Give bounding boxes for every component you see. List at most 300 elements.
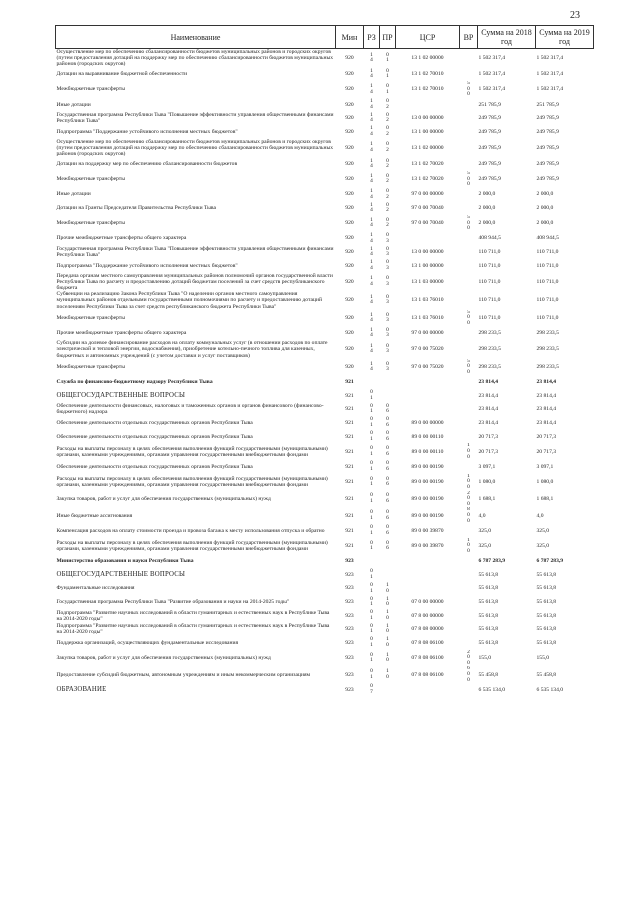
row-csr bbox=[396, 683, 460, 697]
table-row bbox=[56, 416, 594, 430]
row-rz bbox=[364, 595, 380, 609]
row-sum-2018: 110 711,0 bbox=[478, 297, 501, 304]
row-min: 923 bbox=[345, 599, 354, 606]
stacked-code: 0 3 bbox=[386, 326, 389, 339]
row-sum-2018: 55 613,8 bbox=[478, 612, 499, 619]
budget-table bbox=[55, 25, 594, 697]
stacked-code: 1 0 bbox=[386, 622, 389, 635]
row-rz bbox=[364, 609, 380, 623]
row-vr bbox=[460, 215, 478, 232]
row-sum-2018: 3 097,1 bbox=[478, 463, 496, 470]
row-min: 920 bbox=[345, 262, 354, 269]
row-name: Министерство образования и науки Республики Тыва bbox=[56, 558, 194, 565]
row-sum-2019: 110 711,0 bbox=[536, 249, 559, 255]
row-min: 921 bbox=[345, 419, 354, 426]
row-sum-2019: 325,0 bbox=[536, 543, 550, 550]
stacked-code: 1 0 bbox=[386, 668, 389, 680]
stacked-code: 0 6 bbox=[386, 402, 389, 415]
table-row bbox=[56, 507, 594, 524]
row-pr bbox=[380, 310, 396, 327]
row-pr bbox=[380, 623, 396, 637]
row-rz bbox=[364, 125, 380, 139]
row-sum-2019: 298 233,5 bbox=[536, 330, 559, 337]
stacked-code: 0 6 bbox=[386, 430, 389, 442]
row-vr bbox=[460, 636, 478, 650]
stacked-code: 0 1 bbox=[370, 460, 373, 473]
row-min: 920 bbox=[345, 297, 354, 304]
stacked-code: 0 6 bbox=[386, 492, 389, 504]
stacked-code: 1 4 bbox=[370, 98, 373, 110]
row-csr: 13 1 02 70020 bbox=[411, 161, 444, 168]
row-sum-2018: 55 613,8 bbox=[478, 599, 499, 606]
header-sum-2018: Сумма на 2018 год bbox=[478, 26, 536, 49]
row-sum-2018: 55 613,8 bbox=[478, 639, 499, 646]
stacked-code: 0 1 bbox=[386, 83, 389, 95]
stacked-code: 0 2 bbox=[386, 98, 389, 110]
row-sum-2019: 2 000,0 bbox=[536, 220, 554, 227]
table-row bbox=[56, 327, 594, 341]
stacked-code: 0 1 bbox=[370, 524, 373, 536]
row-csr: 13 1 02 70010 bbox=[411, 71, 444, 78]
row-pr bbox=[380, 430, 396, 444]
row-min: 923 bbox=[345, 686, 354, 693]
row-sum-2019: 55 613,8 bbox=[536, 612, 557, 619]
table-row bbox=[56, 538, 594, 555]
row-csr: 89 0 00 00190 bbox=[411, 495, 444, 502]
row-pr bbox=[380, 683, 396, 697]
row-sum-2019: 1 502 317,4 bbox=[536, 86, 564, 93]
row-pr bbox=[380, 389, 396, 403]
row-rz bbox=[364, 139, 380, 158]
page-number: 23 bbox=[570, 10, 580, 21]
row-vr bbox=[460, 327, 478, 341]
row-vr bbox=[460, 259, 478, 273]
row-csr: 97 0 00 00000 bbox=[411, 191, 444, 198]
row-rz bbox=[364, 389, 380, 403]
row-min: 920 bbox=[345, 235, 354, 242]
row-name: Межбюджетные трансферты bbox=[56, 363, 125, 370]
row-min: 920 bbox=[345, 128, 354, 135]
row-pr bbox=[380, 201, 396, 215]
row-vr bbox=[460, 623, 478, 637]
row-pr bbox=[380, 375, 396, 389]
row-name: Предоставление субсидий бюджетным, автономным учреждениям и иным некоммерческим организациям bbox=[56, 671, 311, 678]
row-pr bbox=[380, 188, 396, 202]
row-vr bbox=[460, 538, 478, 555]
table-row bbox=[56, 430, 594, 444]
stacked-code: 0 1 bbox=[386, 67, 389, 80]
stacked-code: 1 0 0 bbox=[467, 443, 470, 460]
row-name: Иные бюджетные ассигнования bbox=[56, 512, 133, 519]
row-rz bbox=[364, 201, 380, 215]
table-row bbox=[56, 524, 594, 538]
row-sum-2019: 6 535 134,0 bbox=[536, 686, 564, 693]
row-csr: 89 0 00 00190 bbox=[411, 479, 444, 486]
stacked-code: 0 3 bbox=[386, 293, 389, 306]
table-row bbox=[56, 259, 594, 273]
row-csr: 13 1 02 70020 bbox=[411, 176, 444, 183]
stacked-code: 1 0 0 bbox=[467, 473, 470, 491]
row-pr bbox=[380, 259, 396, 273]
row-pr bbox=[380, 245, 396, 259]
header-min: Мин bbox=[336, 26, 364, 49]
row-rz bbox=[364, 232, 380, 246]
table-row bbox=[56, 666, 594, 683]
row-pr bbox=[380, 340, 396, 359]
row-pr bbox=[380, 171, 396, 188]
stacked-code: 1 4 bbox=[370, 259, 373, 271]
stacked-code: 0 1 bbox=[370, 622, 373, 635]
row-min: 923 bbox=[345, 626, 354, 633]
row-csr: 13 1 02 00000 bbox=[411, 55, 444, 62]
row-vr bbox=[460, 232, 478, 246]
table-row bbox=[56, 340, 594, 359]
table-row bbox=[56, 157, 594, 171]
row-min: 920 bbox=[345, 249, 354, 255]
stacked-code: 0 1 bbox=[370, 389, 373, 401]
row-csr: 89 0 00 00190 bbox=[411, 463, 444, 470]
row-rz bbox=[364, 273, 380, 292]
stacked-code: 0 2 bbox=[386, 111, 389, 124]
row-sum-2018: 110 711,0 bbox=[478, 278, 501, 285]
stacked-code: 5 0 0 bbox=[467, 170, 470, 188]
row-sum-2019: 23 814,4 bbox=[536, 406, 557, 413]
stacked-code: 0 1 bbox=[370, 402, 373, 415]
header-pr: ПР bbox=[380, 26, 396, 49]
table-header-row bbox=[56, 26, 594, 49]
row-min: 921 bbox=[345, 479, 354, 486]
stacked-code: 1 4 bbox=[370, 201, 373, 214]
row-vr bbox=[460, 430, 478, 444]
row-name: ОБЩЕГОСУДАРСТВЕННЫЕ ВОПРОСЫ bbox=[56, 570, 186, 578]
header-csr: ЦСР bbox=[396, 26, 460, 49]
row-csr bbox=[396, 389, 460, 403]
row-csr: 13 1 00 00000 bbox=[411, 128, 444, 135]
table-row bbox=[56, 623, 594, 637]
row-rz bbox=[364, 327, 380, 341]
row-pr bbox=[380, 609, 396, 623]
row-name: Фундаментальные исследования bbox=[56, 585, 135, 592]
header-vr: ВР bbox=[460, 26, 478, 49]
row-sum-2018: 2 000,0 bbox=[478, 205, 496, 212]
row-sum-2018: 55 613,8 bbox=[478, 626, 499, 633]
row-sum-2019: 110 711,0 bbox=[536, 278, 559, 285]
row-pr bbox=[380, 291, 396, 310]
stacked-code: 1 0 bbox=[386, 609, 389, 621]
row-vr bbox=[460, 650, 478, 667]
row-pr bbox=[380, 112, 396, 126]
row-csr: 89 0 00 00000 bbox=[411, 419, 444, 426]
row-pr bbox=[380, 582, 396, 596]
row-min: 921 bbox=[345, 448, 354, 455]
row-name: Служба по финансово-бюджетному надзору Республики Тыва bbox=[56, 379, 213, 386]
table-row bbox=[56, 555, 594, 569]
stacked-code: 0 3 bbox=[386, 275, 389, 287]
row-vr bbox=[460, 582, 478, 596]
row-name: ОБЩЕГОСУДАРСТВЕННЫЕ ВОПРОСЫ bbox=[56, 391, 186, 399]
row-pr bbox=[380, 666, 396, 683]
row-csr bbox=[396, 568, 460, 582]
table-row bbox=[56, 683, 594, 697]
stacked-code: 1 0 bbox=[386, 581, 389, 594]
row-min: 923 bbox=[345, 671, 354, 678]
row-sum-2018: 1 502 317,4 bbox=[478, 55, 506, 62]
row-sum-2018: 1 688,1 bbox=[478, 495, 496, 502]
table-row bbox=[56, 582, 594, 596]
row-csr bbox=[396, 582, 460, 596]
row-min: 921 bbox=[345, 379, 354, 386]
row-sum-2019: 249 785,9 bbox=[536, 115, 559, 122]
row-vr bbox=[460, 443, 478, 460]
row-pr bbox=[380, 232, 396, 246]
row-vr bbox=[460, 474, 478, 491]
row-pr bbox=[380, 555, 396, 569]
stacked-code: 0 1 bbox=[370, 651, 373, 664]
row-vr bbox=[460, 507, 478, 524]
row-sum-2019: 55 613,8 bbox=[536, 571, 557, 578]
row-vr bbox=[460, 595, 478, 609]
row-sum-2019: 249 785,9 bbox=[536, 161, 559, 168]
row-name: Субсидии на долевое финансирование расходов на оплату коммунальных услуг (в отношении расходов по оплате электрической и тепловой энергии, водоснабжения), приобретение котельно-печного топлива для казенных, бюджетных и автономных учреждений (с учетом доставки и услуг поставщиков) bbox=[56, 340, 328, 359]
row-vr bbox=[460, 568, 478, 582]
row-sum-2019: 3 097,1 bbox=[536, 463, 554, 470]
row-name: Государственная программа Республики Тыва "Повышение эффективности управления общественными финансами Республики Тыва" bbox=[56, 245, 334, 259]
table-row bbox=[56, 389, 594, 403]
row-min: 920 bbox=[345, 161, 354, 168]
row-csr bbox=[396, 232, 460, 246]
row-sum-2019: 20 717,3 bbox=[536, 433, 557, 440]
table-row bbox=[56, 81, 594, 98]
row-vr bbox=[460, 666, 478, 683]
row-rz bbox=[364, 491, 380, 508]
row-sum-2019: 110 711,0 bbox=[536, 297, 559, 304]
row-name: Подпрограмма "Развитие научных исследований в области гуманитарных и естественных наук в Республике Тыва на 2014-2020 годы" bbox=[56, 623, 330, 636]
stacked-code: 1 0 bbox=[386, 651, 389, 664]
stacked-code: 1 0 bbox=[386, 636, 389, 648]
row-sum-2018: 298 233,5 bbox=[478, 346, 501, 353]
stacked-code: 0 2 bbox=[386, 201, 389, 214]
row-sum-2019: 55 613,8 bbox=[536, 585, 557, 592]
table-row bbox=[56, 201, 594, 215]
row-name: Расходы на выплаты персоналу в целях обеспечения выполнения функций государственными (муниципальными) органами, казенными учреждениями, органами управления государственными внебюджетными фондами bbox=[56, 539, 328, 553]
row-rz bbox=[364, 81, 380, 98]
row-rz bbox=[364, 245, 380, 259]
stacked-code: 0 2 bbox=[386, 157, 389, 170]
row-csr: 13 1 00 00000 bbox=[411, 262, 444, 269]
stacked-code: 5 0 0 bbox=[467, 309, 470, 326]
table-row bbox=[56, 474, 594, 491]
stacked-code: 1 4 bbox=[370, 111, 373, 124]
row-sum-2018: 1 502 317,4 bbox=[478, 71, 506, 78]
row-min: 921 bbox=[345, 527, 354, 534]
row-sum-2019: 23 814,4 bbox=[536, 379, 557, 386]
row-rz bbox=[364, 636, 380, 650]
row-rz bbox=[364, 215, 380, 232]
row-sum-2018: 110 711,0 bbox=[478, 262, 501, 269]
stacked-code: 1 4 bbox=[370, 67, 373, 80]
stacked-code: 1 0 bbox=[386, 595, 389, 608]
row-vr bbox=[460, 81, 478, 98]
stacked-code: 6 0 0 bbox=[467, 666, 470, 683]
row-rz bbox=[364, 359, 380, 376]
row-name: Расходы на выплаты персоналу в целях обеспечения выполнения функций государственными (муниципальными) органами, казенными учреждениями, органами управления государственными внебюджетными фондами bbox=[56, 476, 328, 489]
stacked-code: 0 3 bbox=[386, 342, 389, 355]
row-sum-2019: 55 613,8 bbox=[536, 639, 557, 646]
row-rz bbox=[364, 49, 380, 68]
stacked-code: 1 4 bbox=[370, 293, 373, 306]
row-name: Расходы на выплаты персоналу в целях обеспечения выполнения функций государственными (муниципальными) органами, казенными учреждениями, органами управления государственными внебюджетными фондами bbox=[56, 445, 328, 458]
stacked-code: 0 1 bbox=[370, 430, 373, 442]
row-vr bbox=[460, 375, 478, 389]
row-csr: 13 1 03 00000 bbox=[411, 278, 444, 285]
row-vr bbox=[460, 68, 478, 82]
row-rz bbox=[364, 666, 380, 683]
row-name: Обеспечение деятельности финансовых, налоговых и таможенных органов и органов финансового (финансово-бюджетного) надзора bbox=[56, 403, 324, 416]
row-pr bbox=[380, 636, 396, 650]
table-row bbox=[56, 310, 594, 327]
row-pr bbox=[380, 125, 396, 139]
stacked-code: 2 0 0 bbox=[467, 490, 470, 507]
row-sum-2018: 23 814,4 bbox=[478, 392, 499, 399]
stacked-code: 1 4 bbox=[370, 157, 373, 170]
row-pr bbox=[380, 327, 396, 341]
row-sum-2019: 2 000,0 bbox=[536, 191, 554, 198]
stacked-code: 5 0 0 bbox=[467, 81, 470, 98]
stacked-code: 1 0 0 bbox=[467, 537, 470, 554]
stacked-code: 0 1 bbox=[370, 609, 373, 621]
row-sum-2018: 2 000,0 bbox=[478, 220, 496, 227]
row-rz bbox=[364, 430, 380, 444]
row-rz bbox=[364, 157, 380, 171]
row-sum-2018: 1 080,0 bbox=[478, 479, 496, 486]
table-row bbox=[56, 359, 594, 376]
row-csr: 97 0 00 75020 bbox=[411, 363, 444, 370]
row-vr bbox=[460, 112, 478, 126]
row-sum-2019: 1 688,1 bbox=[536, 495, 554, 502]
stacked-code: 0 1 bbox=[370, 539, 373, 552]
row-sum-2018: 110 711,0 bbox=[478, 315, 501, 321]
row-min: 920 bbox=[345, 176, 354, 183]
table-row bbox=[56, 460, 594, 474]
row-vr bbox=[460, 491, 478, 508]
stacked-code: 0 1 bbox=[370, 568, 373, 580]
row-vr bbox=[460, 403, 478, 417]
table-row bbox=[56, 375, 594, 389]
table-row bbox=[56, 491, 594, 508]
row-sum-2018: 249 785,9 bbox=[478, 176, 501, 183]
row-sum-2018: 2 000,0 bbox=[478, 191, 496, 198]
row-rz bbox=[364, 555, 380, 569]
stacked-code: 1 4 bbox=[370, 245, 373, 258]
stacked-code: 0 1 bbox=[370, 581, 373, 594]
row-sum-2018: 325,0 bbox=[478, 527, 492, 534]
row-min: 923 bbox=[345, 654, 354, 661]
table-row bbox=[56, 215, 594, 232]
row-min: 923 bbox=[345, 612, 354, 619]
row-pr bbox=[380, 215, 396, 232]
row-min: 921 bbox=[345, 406, 354, 413]
row-vr bbox=[460, 125, 478, 139]
row-rz bbox=[364, 171, 380, 188]
row-csr: 07 8 08 06100 bbox=[411, 654, 444, 661]
row-name: Дотации на Гранты Председателя Правительства Республики Тыва bbox=[56, 205, 216, 212]
table-row bbox=[56, 568, 594, 582]
row-vr bbox=[460, 460, 478, 474]
row-min: 920 bbox=[345, 330, 354, 337]
row-vr bbox=[460, 416, 478, 430]
row-rz bbox=[364, 507, 380, 524]
stacked-code: 0 1 bbox=[370, 636, 373, 648]
row-csr: 89 0 00 00190 bbox=[411, 512, 444, 519]
row-vr bbox=[460, 389, 478, 403]
row-pr bbox=[380, 273, 396, 292]
table-row bbox=[56, 273, 594, 292]
row-name: Прочие межбюджетные трансферты общего характера bbox=[56, 235, 187, 242]
row-vr bbox=[460, 273, 478, 292]
row-sum-2019: 1 080,0 bbox=[536, 479, 554, 486]
row-csr: 89 0 00 39870 bbox=[411, 527, 444, 534]
row-sum-2018: 20 717,3 bbox=[478, 433, 499, 440]
row-vr bbox=[460, 171, 478, 188]
row-name: Межбюджетные трансферты bbox=[56, 176, 125, 183]
row-sum-2018: 408 944,5 bbox=[478, 235, 501, 242]
stacked-code: 1 4 bbox=[370, 187, 373, 200]
stacked-code: 0 1 bbox=[370, 445, 373, 457]
row-min: 923 bbox=[345, 571, 354, 578]
stacked-code: 0 1 bbox=[370, 509, 373, 521]
row-rz bbox=[364, 582, 380, 596]
table-row bbox=[56, 443, 594, 460]
table-row bbox=[56, 49, 594, 68]
row-name: Прочие межбюджетные трансферты общего характера bbox=[56, 330, 187, 337]
stacked-code: 0 2 bbox=[386, 141, 389, 154]
row-name: Подпрограмма "Поддержание устойчивого исполнения местных бюджетов" bbox=[56, 128, 238, 135]
stacked-code: 1 4 bbox=[370, 275, 373, 287]
row-rz bbox=[364, 340, 380, 359]
row-pr bbox=[380, 68, 396, 82]
row-pr bbox=[380, 538, 396, 555]
row-pr bbox=[380, 416, 396, 430]
row-csr: 13 1 02 00000 bbox=[411, 144, 444, 151]
row-name: Межбюджетные трансферты bbox=[56, 86, 125, 93]
row-min: 920 bbox=[345, 115, 354, 122]
stacked-code: 1 4 bbox=[370, 172, 373, 185]
row-name: Межбюджетные трансферты bbox=[56, 220, 125, 227]
table-row bbox=[56, 232, 594, 246]
row-sum-2019: 2 000,0 bbox=[536, 205, 554, 212]
row-name: Иные дотации bbox=[56, 191, 91, 198]
row-min: 921 bbox=[345, 392, 354, 399]
row-csr: 07 8 08 00000 bbox=[411, 626, 444, 633]
row-sum-2018: 20 717,3 bbox=[478, 448, 499, 455]
row-name: Дотации на выравнивание бюджетной обеспеченности bbox=[56, 71, 188, 78]
row-pr bbox=[380, 524, 396, 538]
row-pr bbox=[380, 49, 396, 68]
row-csr bbox=[396, 403, 460, 417]
row-csr: 07 8 08 06100 bbox=[411, 671, 444, 678]
row-csr: 97 0 00 70040 bbox=[411, 220, 444, 227]
row-rz bbox=[364, 524, 380, 538]
row-sum-2018: 55 613,8 bbox=[478, 585, 499, 592]
row-name: Дотации на поддержку мер по обеспечению сбалансированности бюджетов bbox=[56, 161, 238, 168]
row-sum-2018: 298 233,5 bbox=[478, 363, 501, 370]
row-pr bbox=[380, 157, 396, 171]
row-min: 921 bbox=[345, 543, 354, 550]
row-min: 920 bbox=[345, 86, 354, 93]
stacked-code: 1 4 bbox=[370, 83, 373, 95]
row-sum-2018: 110 711,0 bbox=[478, 249, 501, 255]
stacked-code: 0 6 bbox=[386, 524, 389, 536]
